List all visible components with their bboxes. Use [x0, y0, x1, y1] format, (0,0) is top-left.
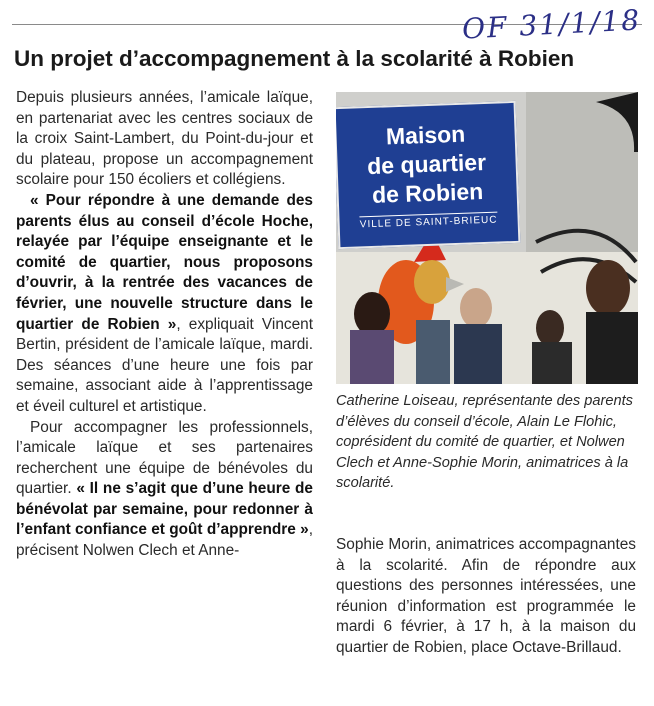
- sign-line-3: de Robien: [371, 178, 484, 208]
- headline: Un projet d’accompagnement à la scolarité à Robien: [14, 46, 575, 71]
- volunteers-text: Pour accompagner les professionnels, l’amicale laïque et ses partenaires recherchent une équipe de bénévoles du quartier.: [16, 418, 313, 498]
- article-paragraph-volunteers: [16, 418, 313, 562]
- article-paragraph-meeting: Sophie Morin, animatrices accompagnantes à la scolarité. Afin de répondre aux questions des personnes intéressées, une réunion d’information est programmée le mardi 6 février, à 17 h, à la maison du quartier de Robien, place Octave-Brillaud.: [336, 536, 636, 656]
- article-paragraph-intro: Depuis plusieurs années, l’amicale laïque, en partenariat avec les centres sociaux de la croix Saint-Lambert, du Point-du-jour et du plateau, propose un accompagnement scolaire pour 150 écoliers et collégiens.: [16, 89, 313, 189]
- maison-de-quartier-sign: [336, 101, 520, 249]
- sign-line-1: Maison: [385, 120, 466, 150]
- article-column-right: [336, 535, 636, 659]
- sign-line-2: de quartier: [366, 148, 487, 180]
- volunteers-attribution: , précisent Nolwen Clech et Anne-: [16, 521, 313, 560]
- quote-attribution: , expliquait Vincent Bertin, président de l’amicale laïque, mardi. Des séances d’une heure une fois par semaine, associant aide à l’apprentissage et éveil culturel et artistique.: [16, 315, 313, 415]
- article-photo: [336, 92, 638, 384]
- article-paragraph-quote: [16, 191, 313, 418]
- article-column-left: [16, 88, 313, 562]
- volunteers-quote: « Il ne s’agit que d’une heure de bénévolat par semaine, pour redonner à l’enfant confiance et goût d’apprendre »: [16, 480, 313, 539]
- handwritten-date: OF 31/1/18: [461, 3, 642, 46]
- photo-caption: Catherine Loiseau, représentante des parents d’élèves du conseil d’école, Alain Le Flohic, coprésident du comité de quartier, et Nolwen Clech et Anne-Sophie Morin, animatrices à la scolarité.: [336, 393, 633, 492]
- quote-bold-text: « Pour répondre à une demande des parents élus au conseil d’école Hoche, relayée par l’équipe enseignante et le comité de quartier, nous proposons d’ouvrir, à la rentrée des vacances de février, une nouvelle structure dans le quartier de Robien »: [16, 191, 313, 333]
- sign-subline: VILLE DE SAINT-BRIEUC: [360, 212, 498, 232]
